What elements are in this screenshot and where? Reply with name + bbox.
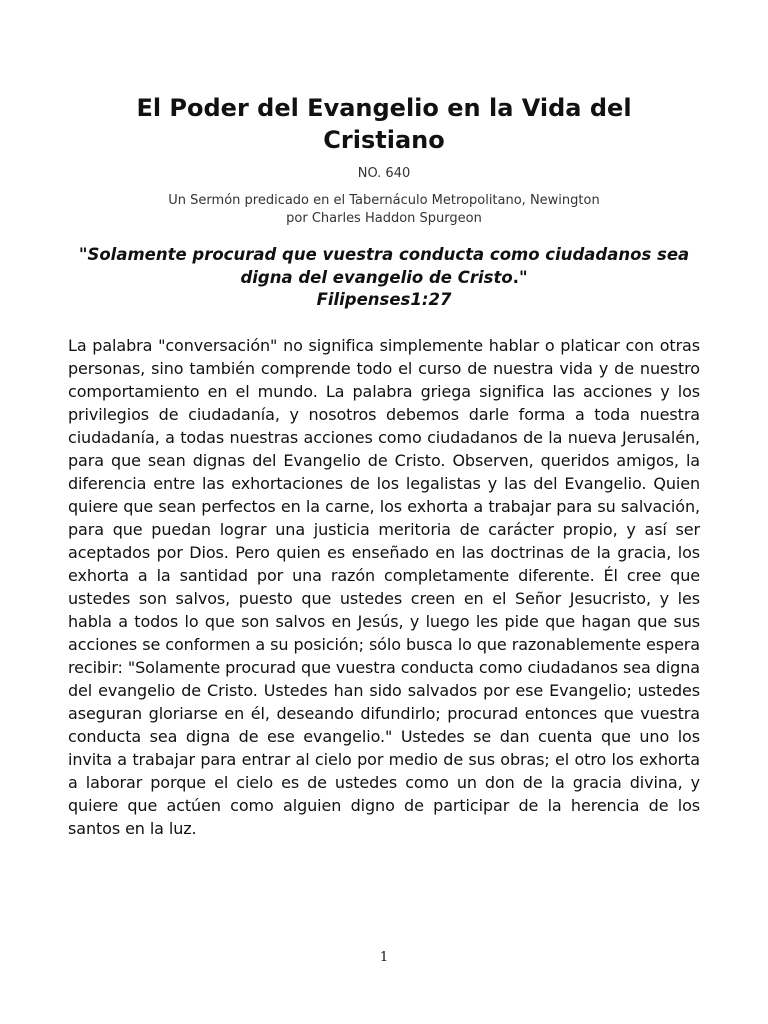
subtitle-line-author: por Charles Haddon Spurgeon xyxy=(286,211,482,226)
page-title: El Poder del Evangelio en la Vida del Cristiano xyxy=(136,94,632,154)
quote-text-block xyxy=(60,244,708,289)
quote-open-mark: " xyxy=(78,245,88,264)
sermon-subtitle xyxy=(100,192,668,228)
scripture-reference: Filipenses1:27 xyxy=(316,290,452,309)
sermon-number: NO. 640 xyxy=(357,166,411,181)
quote-text: Solamente procurad que vuestra conducta como ciudadanos sea digna del evangelio de Cristo xyxy=(87,245,690,287)
scripture-quote xyxy=(60,244,708,312)
body-paragraph: La palabra "conversación" no significa simplemente hablar o platicar con otras personas, sino también comprende todo el curso de nuestra vida y de nuestro comportamiento en el mundo. La palabra griega significa las acciones y los privilegios de ciudadanía, y nosotros debemos darle forma a toda nuestra ciudadanía, a todas nuestras acciones como ciudadanos de la nueva Jerusalén, para que sean dignas del Evangelio de Cristo. Observen, queridos amigos, la diferencia entre las exhortaciones de los legalistas y las del Evangelio. Quien quiere que sean perfectos en la carne, los exhorta a trabajar para su salvación, para que puedan lograr una justicia meritoria de carácter propio, y así ser aceptados por Dios. Pero quien es enseñado en las doctrinas de la gracia, los exhorta a la santidad por una razón completamente diferente. Él cree que ustedes son salvos, puesto que ustedes creen en el Señor Jesucristo, y les habla a todos lo que son salvos en Jesús, y luego les pide que hagan que sus acciones se conformen a su posición; sólo busca lo que razonablemente espera recibir: "Solamente procurad que vuestra conducta como ciudadanos sea digna del evangelio de Cristo. Ustedes han sido salvados por ese Evangelio; ustedes aseguran gloriarse en él, deseando difundirlo; procurad entonces que vuestra conducta sea digna de ese evangelio." Ustedes se dan cuenta que uno los invita a trabajar para entrar al cielo por medio de sus obras; el otro los exhorta a laborar porque el cielo es de ustedes como un don de la gracia divina, y quiere que actúen como alguien digno de participar de la herencia de los santos en la luz. xyxy=(68,336,700,838)
quote-close-mark: ." xyxy=(512,267,528,287)
subtitle-line-location: Un Sermón predicado en el Tabernáculo Metropolitano, Newington xyxy=(168,193,600,208)
page-number: 1 xyxy=(379,950,389,965)
